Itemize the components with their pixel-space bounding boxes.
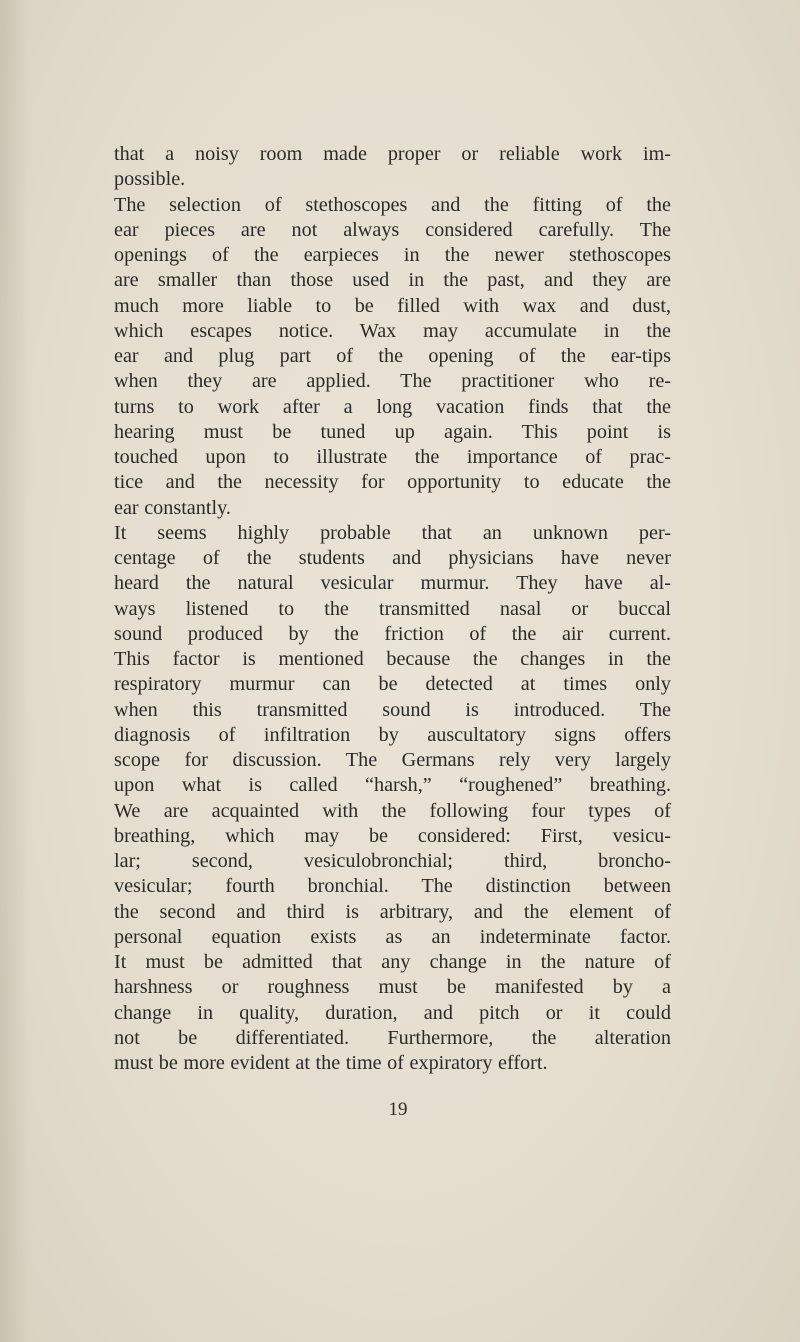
text-line: which escapes notice. Wax may accumulate in the [114, 319, 671, 342]
text-line: breathing, which may be considered: First, vesicu- [114, 824, 671, 847]
text-line: change in quality, duration, and pitch or it could [114, 1001, 671, 1024]
text-line: hearing must be tuned up again. This point is [114, 420, 671, 443]
text-line: possible. [114, 168, 186, 191]
text-line: that a noisy room made proper or reliable work im- [114, 143, 671, 165]
page-edge-shadow [0, 0, 30, 1342]
page-number: 19 [388, 1099, 408, 1120]
text-line: ear pieces are not always considered carefully. The [114, 218, 671, 241]
text-line: harshness or roughness must be manifested by a [114, 976, 671, 999]
text-line: ways listened to the transmitted nasal or buccal [114, 597, 671, 620]
text-line: vesicular; fourth bronchial. The distinction between [114, 875, 671, 898]
text-line: are smaller than those used in the past, and they are [114, 269, 671, 292]
text-line: heard the natural vesicular murmur. They have al- [114, 572, 671, 595]
text-line: tice and the necessity for opportunity to educate the [114, 471, 671, 494]
text-line: when this transmitted sound is introduced. The [114, 698, 671, 721]
text-line: respiratory murmur can be detected at times only [114, 673, 671, 696]
text-line: upon what is called “harsh,” “roughened” breathing. [114, 774, 671, 797]
text-line: The selection of stethoscopes and the fitting of the [114, 193, 671, 216]
text-line: not be differentiated. Furthermore, the alteration [114, 1026, 671, 1049]
text-line: sound produced by the friction of the air current. [114, 622, 671, 645]
text-line: It must be admitted that any change in the nature of [114, 951, 671, 973]
text-line: diagnosis of infiltration by auscultatory signs offers [114, 723, 671, 746]
text-line: This factor is mentioned because the changes in the [114, 648, 671, 670]
text-line: scope for discussion. The Germans rely very largely [114, 749, 671, 771]
text-line: We are acquainted with the following four types of [114, 799, 671, 822]
text-line: personal equation exists as an indeterminate factor. [114, 925, 671, 948]
text-line: turns to work after a long vacation finds that the [114, 395, 671, 418]
body-text [114, 142, 671, 1076]
text-line: openings of the earpieces in the newer stethoscopes [114, 244, 671, 266]
text-line: the second and third is arbitrary, and the element of [114, 900, 671, 923]
text-line: centage of the students and physicians have never [114, 547, 671, 569]
text-line: It seems highly probable that an unknown per- [114, 521, 671, 544]
text-line: when they are applied. The practitioner who re- [114, 370, 671, 393]
text-line: must be more evident at the time of expiratory effort. [114, 1052, 548, 1074]
text-line: touched upon to illustrate the importance of prac- [114, 446, 671, 468]
text-line: ear constantly. [114, 496, 231, 519]
text-line: ear and plug part of the opening of the ear-tips [114, 345, 671, 367]
text-line: lar; second, vesiculobronchial; third, broncho- [114, 850, 671, 872]
text-line: much more liable to be filled with wax and dust, [114, 294, 671, 317]
